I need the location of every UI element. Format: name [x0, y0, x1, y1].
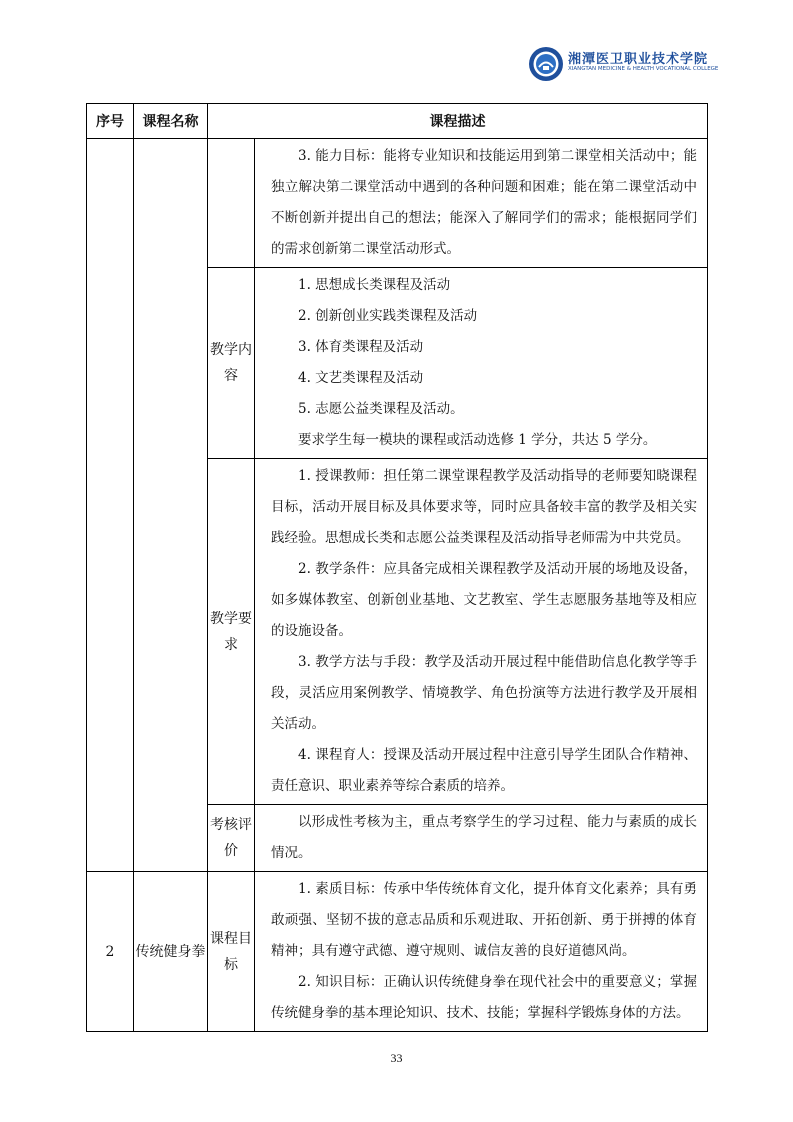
row-label: 考核评价	[208, 805, 255, 872]
paragraph: 1. 思想成长类课程及活动	[298, 277, 451, 293]
logo-text: 湘潭医卫职业技术学院	[568, 52, 709, 67]
paragraph: 3. 教学方法与手段：教学及活动开展过程中能借助信息化教学等手段，灵活应用案例教学、情境教学、角色扮演等方法进行教学及开展相关活动。	[271, 654, 697, 732]
row-label: 课程目标	[208, 872, 255, 1032]
row-label: 教学内容	[208, 268, 255, 459]
paragraph: 2. 知识目标：正确认识传统健身拳在现代社会中的重要意义；掌握传统健身拳的基本理论知识、技术、技能；掌握科学锻炼身体的方法。	[271, 974, 697, 1021]
row-description	[255, 872, 708, 1032]
row-label	[208, 139, 255, 268]
course-table	[86, 103, 708, 1032]
row-description	[255, 805, 708, 872]
header-course-name: 课程名称	[134, 104, 208, 139]
course-name-cell: 传统健身拳	[134, 872, 208, 1032]
college-logo	[528, 42, 728, 88]
header-course-description: 课程描述	[208, 104, 708, 139]
paragraph: 1. 素质目标：传承中华传统体育文化，提升体育文化素养；具有勇敢顽强、坚韧不拔的意志品质和乐观进取、开拓创新、勇于拼搏的体育精神；具有遵守武德、遵守规则、诚信友善的良好道德风尚。	[271, 881, 697, 959]
course-number-cell: 2	[87, 872, 134, 1032]
row-description	[255, 459, 708, 805]
course-number-cell	[87, 139, 134, 872]
paragraph: 2. 创新创业实践类课程及活动	[298, 308, 478, 324]
paragraph: 5. 志愿公益类课程及活动。	[298, 401, 464, 417]
paragraph: 4. 课程育人：授课及活动开展过程中注意引导学生团队合作精神、责任意识、职业素养等综合素质的培养。	[271, 747, 697, 794]
logo-subtext: XIANGTAN MEDICINE & HEALTH VOCATIONAL COLLEGE	[568, 66, 719, 72]
paragraph: 2. 教学条件：应具备完成相关课程教学及活动开展的场地及设备，如多媒体教室、创新创业基地、文艺教室、学生志愿服务基地等及相应的设施设备。	[271, 561, 697, 639]
table-row	[87, 872, 708, 1032]
paragraph: 要求学生每一模块的课程或活动选修 1 学分，共达 5 学分。	[298, 432, 657, 448]
header-number: 序号	[87, 104, 134, 139]
paragraph: 3. 能力目标：能将专业知识和技能运用到第二课堂相关活动中；能独立解决第二课堂活动中遇到的各种问题和困难；能在第二课堂活动中不断创新并提出自己的想法；能深入了解同学们的需求；能根据同学们的需求创新第二课堂活动形式。	[271, 148, 697, 257]
table-header-row	[87, 104, 708, 139]
row-label: 教学要求	[208, 459, 255, 805]
row-description	[255, 268, 708, 459]
college-emblem-icon	[528, 46, 564, 82]
table-row	[87, 139, 708, 268]
paragraph: 1. 授课教师：担任第二课堂课程教学及活动指导的老师要知晓课程目标，活动开展目标及具体要求等，同时应具备较丰富的教学及相关实践经验。思想成长类和志愿公益类课程及活动指导老师需为中共党员。	[271, 468, 697, 546]
paragraph: 4. 文艺类课程及活动	[298, 370, 424, 386]
paragraph: 以形成性考核为主，重点考察学生的学习过程、能力与素质的成长情况。	[271, 814, 697, 861]
page-number: 33	[390, 1051, 403, 1065]
row-description	[255, 139, 708, 268]
course-name-cell	[134, 139, 208, 872]
paragraph: 3. 体育类课程及活动	[298, 339, 424, 355]
